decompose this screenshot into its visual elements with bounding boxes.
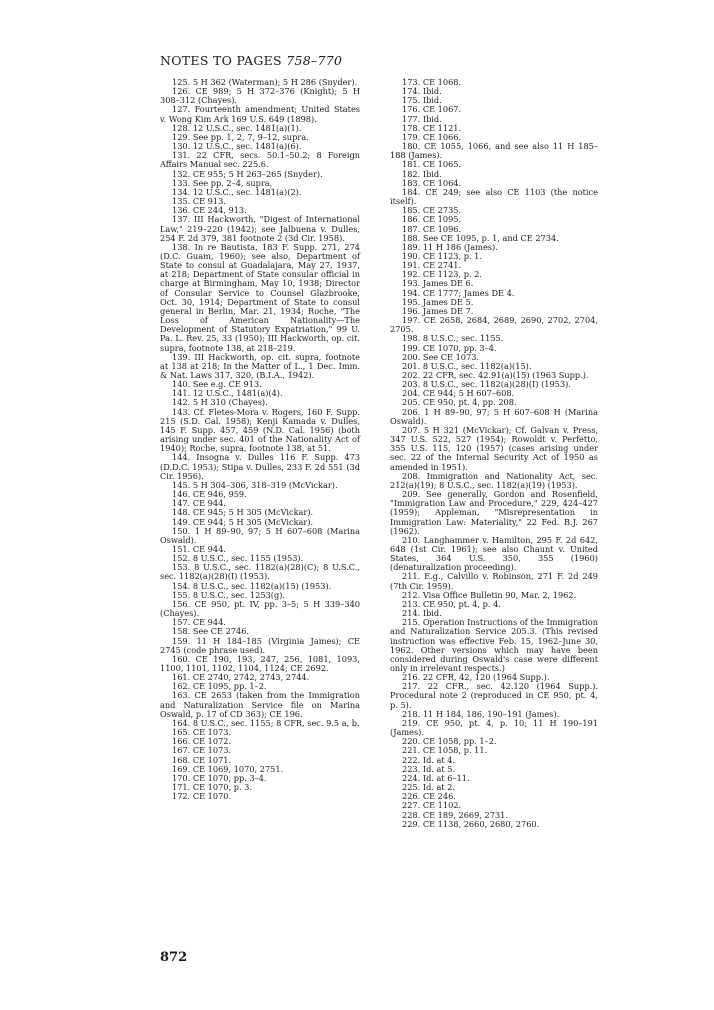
footnote: 179. CE 1066. bbox=[402, 131, 462, 142]
footnote: 136. CE 244, 913. bbox=[172, 205, 247, 216]
notes-column-right bbox=[390, 78, 598, 829]
footnote: 192. CE 1123, p. 2. bbox=[402, 269, 482, 280]
footnote: 204. CE 944; 5 H 607–608. bbox=[402, 388, 515, 399]
footnote: 125. 5 H 362 (Waterman); 5 H 286 (Snyder). bbox=[172, 77, 358, 87]
footnote: 205. CE 950, pt. 4, pp. 208. bbox=[402, 397, 517, 408]
footnote: 142. 5 H 310 (Chayes). bbox=[172, 397, 268, 408]
footnote: 127. Fourteenth amendment; United States v. Wong Kim Ark 169 U.S. 649 (1898). bbox=[160, 104, 360, 124]
footnote: 176. CE 1067. bbox=[402, 104, 462, 115]
footnote: 158. See CE 2746. bbox=[172, 626, 250, 637]
footnote: 169. CE 1069, 1070, 2751. bbox=[172, 763, 284, 774]
footnote: 148. CE 945; 5 H 305 (McVickar). bbox=[172, 507, 314, 518]
footnote: 160. CE 190, 193, 247, 256, 1081, 1093, 1100, 1101, 1102, 1104, 1124; CE 2692. bbox=[160, 653, 360, 673]
footnote: 131. 22 CFR, secs. 50.1–50.2; 8 Foreign Affairs Manual sec. 225.6. bbox=[160, 150, 360, 170]
footnote: 181. CE 1065. bbox=[402, 159, 462, 170]
footnote: 216. 22 CFR, 42, 120 (1964 Supp.). bbox=[402, 672, 550, 683]
footnote: 183. CE 1064. bbox=[402, 177, 462, 188]
footnote: 140. See e.g. CE 913. bbox=[172, 379, 262, 390]
footnote: 156. CE 950, pt. IV, pp. 3–5; 5 H 339–340 (Chayes). bbox=[160, 598, 360, 619]
footnote: 170. CE 1070, pp. 3–4. bbox=[172, 772, 267, 783]
footnote: 173. CE 1068. bbox=[402, 77, 462, 87]
footnote: 200. See CE 1073. bbox=[402, 351, 480, 362]
footnote: 151. CE 944. bbox=[172, 543, 226, 554]
footnote: 188. See CE 1095, p. 1, and CE 2734. bbox=[402, 232, 559, 243]
footnote: 153. 8 U.S.C., sec. 1182(a)(28)(C); 8 U.S.C., sec. 1182(a)(28)(I) (1953). bbox=[160, 562, 360, 582]
footnote: 138. In re Bautista, 183 F. Supp. 271, 274 (D.C. Guam, 1960); see also, Department of State to consul at Guadalajara, May 27, 1937, at 218; Department of State consular official in charge at Birmingham, May 10, 1938; Director of Consular Service to Counsel Glazbrooke, Oct. 30, 1914; Department of State to consul general in Berlin, Mar. 21, 1934; Roche, "The Loss of American Nationality—The Development of Statutory Expatriation," 99 U. Pa. L. Rev. 25, 33 (1950); III Hackworth, op. cit. supra, footnote 138, at 218–219. bbox=[160, 241, 360, 353]
footnote: 190. CE 1123, p. 1. bbox=[402, 250, 482, 261]
footnote: 212. Visa Office Bulletin 90, Mar. 2, 1962. bbox=[402, 589, 577, 600]
footnote: 191. CE 2741. bbox=[402, 260, 462, 271]
footnote: 195. James DE 5. bbox=[402, 296, 474, 307]
footnote: 207. 5 H 321 (McVickar); Cf. Galvan v. Press, 347 U.S. 522, 527 (1954); Rowoldt v. Perfetto, 355 U.S. 115, 120 (1957) (cases arising under sec. 22 of the Internal Security Act of 1950 as amended in 1951). bbox=[390, 424, 598, 472]
footnote: 141. 12 U.S.C., 1481(a)(4). bbox=[172, 388, 283, 399]
footnote: 180. CE 1055, 1066, and see also 11 H 185–188 (James). bbox=[390, 141, 598, 161]
footnote: 206. 1 H 89–90, 97; 5 H 607–608 H (Marina Oswald). bbox=[390, 406, 598, 426]
footnote: 167. CE 1073. bbox=[172, 745, 232, 756]
footnote: 214. Ibid. bbox=[402, 608, 442, 619]
footnote: 155. 8 U.S.C., sec. 1253(g). bbox=[172, 589, 285, 600]
footnote: 172. CE 1070. bbox=[172, 791, 232, 802]
footnote: 217. 22 CFR., sec. 42.120 (1964 Supp.). Procedural note 2 (reproduced in CE 950, pt. 4, p. 5). bbox=[390, 681, 598, 710]
footnote: 159. 11 H 184–185 (Virginia James); CE 2745 (code phrase used). bbox=[160, 635, 360, 655]
footnote: 208. Immigration and Nationality Act, sec. 212(a)(19); 8 U.S.C., sec. 1182(a)(19) (1953). bbox=[390, 470, 598, 490]
footnote: 145. 5 H 304–306, 318–319 (McVickar). bbox=[172, 479, 338, 490]
footnote: 199. CE 1070, pp. 3–4. bbox=[402, 342, 497, 353]
footnote: 165. CE 1073. bbox=[172, 727, 232, 738]
footnote: 168. CE 1071. bbox=[172, 754, 232, 765]
footnote: 194. CE 1777; James DE 4. bbox=[402, 287, 515, 298]
footnote: 196. James DE 7. bbox=[402, 305, 474, 316]
footnote: 186. CE 1095. bbox=[402, 214, 462, 225]
footnote: 171. CE 1070, p. 3. bbox=[172, 782, 252, 793]
footnote: 132. CE 955; 5 H 263–265 (Snyder). bbox=[172, 168, 323, 179]
footnote: 203. 8 U.S.C., sec. 1182(a)(28)(I) (1953). bbox=[402, 379, 571, 390]
page-header bbox=[160, 53, 342, 68]
footnote: 178. CE 1121. bbox=[402, 122, 462, 133]
header-page-range: 758–770 bbox=[286, 53, 343, 68]
footnote: 144. Insogna v. Dulles 116 F. Supp. 473 (D.D.C. 1953); Stipa v. Dulles, 233 F. 2d 551 (3d Cir. 1956). bbox=[160, 452, 360, 481]
footnote: 226. CE 246. bbox=[402, 791, 456, 802]
footnote: 147. CE 944. bbox=[172, 498, 226, 509]
footnote: 187. CE 1096. bbox=[402, 223, 462, 234]
footnote: 201. 8 U.S.C., sec. 1182(a)(15). bbox=[402, 360, 532, 371]
footnote: 229. CE 1138, 2660, 2680, 2760. bbox=[402, 818, 540, 829]
footnote: 177. Ibid. bbox=[402, 113, 442, 124]
footnote: 219. CE 950, pt. 4, p. 10; 11 H 190–191 (James). bbox=[390, 717, 598, 738]
footnote: 162. CE 1095, pp. 1–2. bbox=[172, 681, 267, 692]
footnote: 129. See pp. 1, 2, 7, 9–12, supra. bbox=[172, 131, 309, 142]
page-number: 872 bbox=[160, 950, 188, 965]
footnote: 175. Ibid. bbox=[402, 95, 442, 106]
footnote: 185. CE 2735. bbox=[402, 205, 462, 216]
footnote: 126. CE 989; 5 H 372–376 (Knight); 5 H 308–312 (Chayes). bbox=[160, 86, 360, 106]
footnote: 223. Id. at 5. bbox=[402, 763, 456, 774]
footnote: 174. Ibid. bbox=[402, 86, 442, 97]
footnote: 211. E.g., Calvillo v. Robinson, 271 F. 2d 249 (7th Cir. 1959). bbox=[390, 571, 598, 591]
footnote: 143. Cf. Fletes-Mora v. Rogers, 160 F. Supp. 215 (S.D. Cal. 1958); Kenji Kamada v. Dulles, 145 F. Supp. 457, 459 (N.D. Cal. 1956) (both arising under sec. 401 of the Nationality Act of 1940); Roche, supra, footnote 138, at 51. bbox=[160, 406, 360, 454]
footnote: 228. CE 189, 2669, 2731. bbox=[402, 809, 508, 820]
footnote: 220. CE 1058, pp. 1–2. bbox=[402, 736, 497, 747]
footnote: 137. III Hackworth, "Digest of International Law," 219–220 (1942); see Jalbuena v. Dulles, 254 F. 2d 379, 381 footnote 2 (3d Cir. 1958). bbox=[160, 214, 360, 243]
footnote: 149. CE 944; 5 H 305 (McVickar). bbox=[172, 516, 314, 527]
footnote: 189. 11 H 186 (James). bbox=[402, 241, 498, 252]
footnote: 161. CE 2740, 2742, 2743, 2744. bbox=[172, 672, 310, 683]
footnote: 146. CE 946, 959. bbox=[172, 489, 247, 500]
footnote: 222. Id. at 4. bbox=[402, 754, 456, 765]
footnote: 213. CE 950, pt. 4, p. 4. bbox=[402, 598, 501, 609]
footnote: 227. CE 1102. bbox=[402, 800, 462, 811]
footnote: 154. 8 U.S.C., sec. 1182(a)(15) (1953). bbox=[172, 580, 332, 591]
footnote: 166. CE 1072. bbox=[172, 736, 232, 747]
footnote: 150. 1 H 89–90, 97; 5 H 607–608 (Marina Oswald). bbox=[160, 525, 360, 545]
footnote: 184. CE 249; see also CE 1103 (the notice itself). bbox=[390, 186, 598, 207]
footnote: 202. 22 CFR, sec. 42.91(a)(15) (1963 Supp.). bbox=[402, 370, 589, 380]
footnote: 164. 8 U.S.C., sec. 1155; 8 CFR, sec. 9.5 a, b. bbox=[172, 717, 360, 728]
footnote: 218. 11 H 184, 186, 190–191 (James). bbox=[402, 708, 560, 719]
footnote: 157. CE 944. bbox=[172, 617, 226, 628]
footnote: 128. 12 U.S.C., sec. 1481(a)(1). bbox=[172, 122, 302, 133]
footnote: 210. Langhammer v. Hamilton, 295 F. 2d 642, 648 (1st Cir. 1961); see also Chaunt v. United States, 364 U.S. 350, 355 (1960) (denaturalization proceeding). bbox=[390, 534, 598, 573]
footnote: 163. CE 2653 (taken from the Immigration and Naturalization Service file on Marina Oswald, p. 17 of CD 363); CE 196. bbox=[160, 690, 360, 719]
footnote: 134. 12 U.S.C., sec. 1481(a)(2). bbox=[172, 186, 302, 197]
footnote: 182. Ibid. bbox=[402, 168, 442, 179]
footnote: 139. III Hackworth, op. cit. supra, footnote at 138 at 218; In the Matter of L., 1 Dec. Imm. & Nat. Laws 317, 320, (B.I.A., 1942). bbox=[160, 351, 360, 380]
footnote: 130. 12 U.S.C., sec. 1481(a)(6). bbox=[172, 141, 302, 152]
footnote: 197. CE 2658, 2684, 2689, 2690, 2702, 2704, 2705. bbox=[390, 315, 598, 335]
footnote: 221. CE 1058, p. 11. bbox=[402, 745, 488, 756]
footnote: 224. Id. at 6–11. bbox=[402, 772, 470, 783]
footnote: 193. James DE 6. bbox=[402, 278, 474, 289]
footnote: 152. 8 U.S.C., sec. 1155 (1953). bbox=[172, 553, 304, 564]
header-prefix: NOTES TO PAGES bbox=[160, 53, 287, 68]
notes-column-left bbox=[160, 78, 360, 801]
footnote: 209. See generally, Gordon and Rosenfield, "Immigration Law and Procedure," 229, 424–427 (1959); Appleman, "Misrepresentation in Immigration Law: Materiality," 22 Fed. B.J. 267 (1962). bbox=[390, 489, 598, 536]
footnote: 225. Id. at 2. bbox=[402, 782, 456, 793]
footnote: 133. See pp. 2–4, supra. bbox=[172, 177, 273, 188]
footnote: 135. CE 913. bbox=[172, 196, 226, 207]
footnote: 215. Operation Instructions of the Immigration and Naturalization Service 205.3. (This revised instruction was effective Feb. 15, 1962–June 30, 1962. Other versions which may have been considered during Oswald's case were different only in irrelevant respects.) bbox=[390, 617, 598, 673]
footnote: 198. 8 U.S.C., sec. 1155. bbox=[402, 333, 504, 344]
